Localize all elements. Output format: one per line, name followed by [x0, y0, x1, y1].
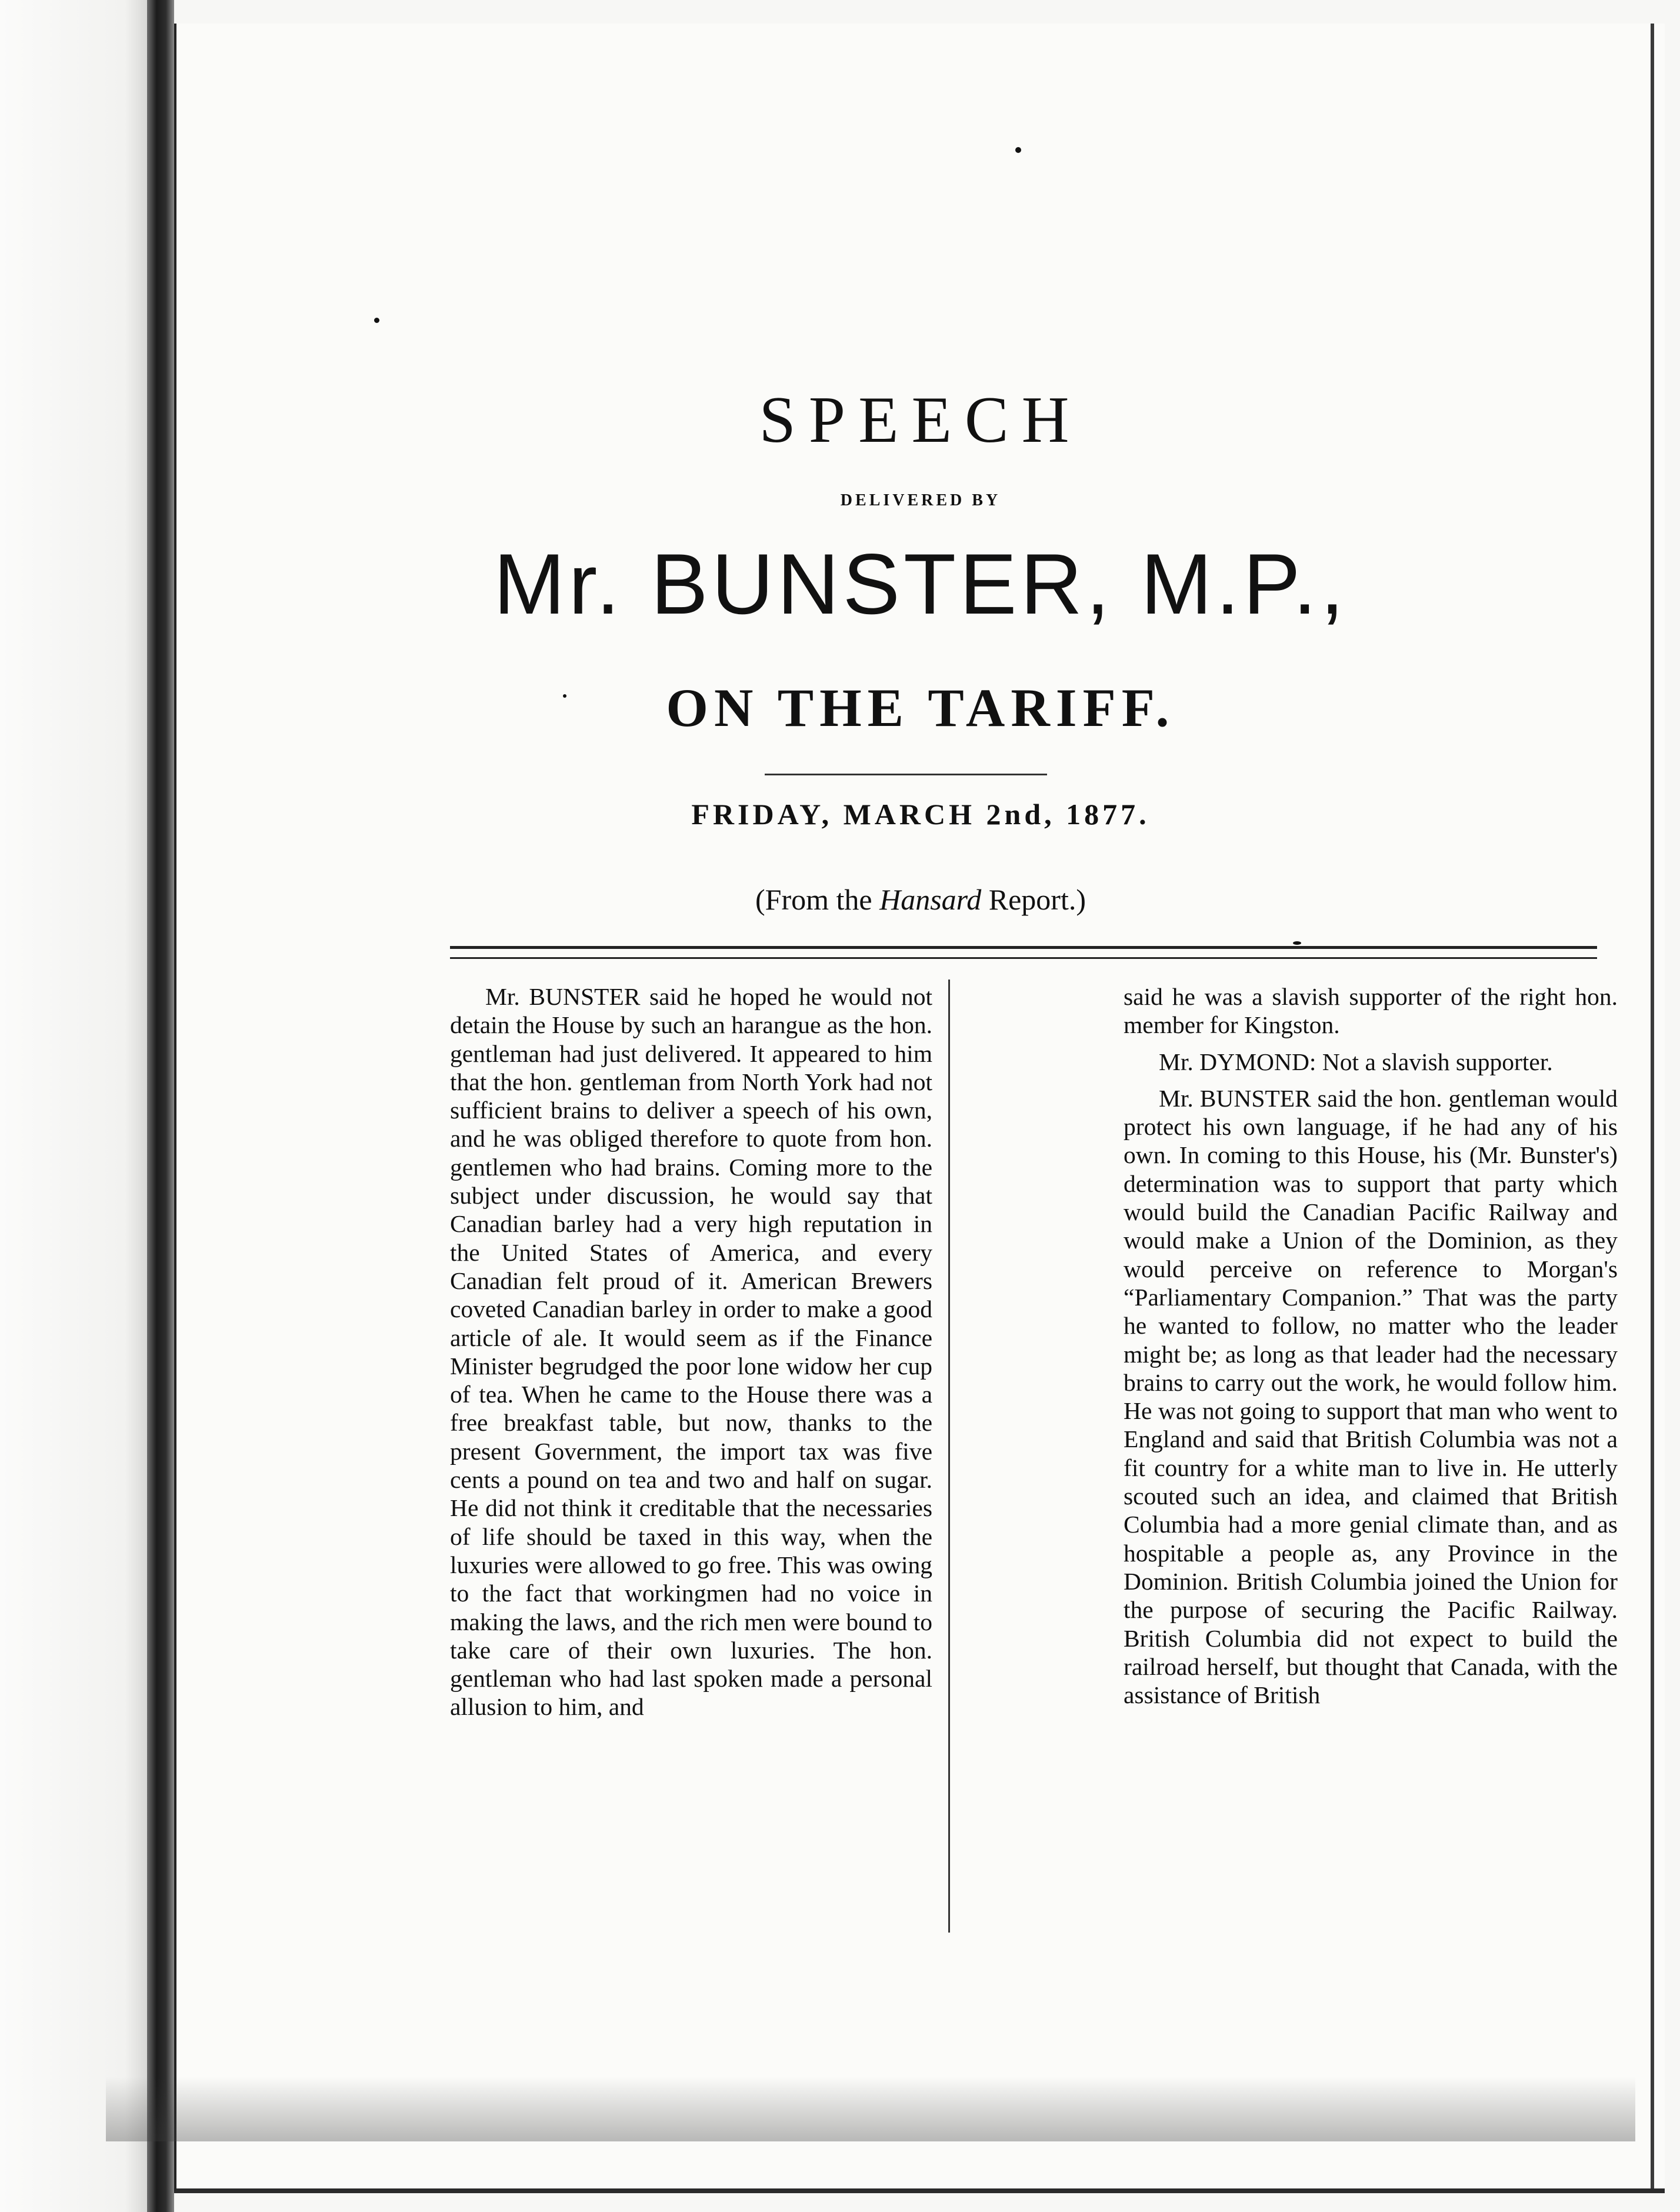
scan-speck: [1015, 147, 1021, 153]
column-divider: [948, 980, 950, 1933]
speaker-name: Mr. BUNSTER, M.P.,: [494, 536, 1348, 632]
double-divider-rule: [450, 946, 1597, 959]
source-prefix: (From the: [755, 883, 880, 916]
scan-speck: [1293, 941, 1301, 945]
left-page-edge: [0, 0, 147, 2212]
delivered-by-line: DELIVERED BY: [840, 491, 1001, 509]
source-italic: Hansard: [879, 883, 982, 916]
left-paragraph-1: Mr. BUNSTER said he hoped he would not detain the House by such an harangue as the hon. gentleman had just delivered. It appeared to him that the hon. gentleman from North York had not sufficient brains to deliver a speech of his own, and he was obliged therefore to quote from hon. gentlemen who had brains. Coming more to the subject under discussion, he would say that Canadian barley had a very high reputation in the United States of America, and every Canadian felt proud of it. American Brewers coveted Canadian barley in order to make a good article of ale. It would seem as if the Finance Minister begrudged the poor lone widow her cup of tea. When he came to the House there was a free breakfast table, but now, thanks to the present Government, the import tax was five cents a pound on tea and two and half on sugar. He did not think it creditable that the necessaries of life should be taxed in this way, when the luxuries were allowed to go free. This was owing to the fact that workingmen had no voice in making the laws, and the rich men were bound to take care of their own luxuries. The hon. gentleman who had last spoken made a personal allusion to him, and: [450, 983, 932, 1721]
source-note: [176, 882, 1665, 917]
short-divider-rule: [765, 774, 1047, 775]
left-text-column: [450, 982, 932, 1730]
source-suffix: Report.): [981, 883, 1086, 916]
document-page: [174, 24, 1665, 2193]
scan-speck: [563, 694, 566, 698]
scan-speck: [374, 318, 379, 323]
right-text-column: [1124, 982, 1618, 1717]
right-continuation: said he was a slavish supporter of the right hon. member for Kingston.: [1124, 983, 1618, 1039]
document-title: SPEECH: [759, 384, 1082, 457]
speech-date: FRIDAY, MARCH 2nd, 1877.: [691, 798, 1150, 831]
book-gutter: [147, 0, 174, 2212]
scan-bottom-shadow: [106, 2077, 1635, 2141]
speech-topic: ON THE TARIFF.: [666, 678, 1175, 738]
right-paragraph-3: Mr. BUNSTER said the hon. gentleman would protect his own language, if he had any of his own. In coming to this House, his (Mr. Bunster's) determination was to support that party which would build the Canadian Pacific Railway and would make a Union of the Dominion, as they would perceive on reference to Morgan's “Parliamentary Companion.” That was the party he wanted to follow, no matter who the leader might be; as long as that leader had the necessary brains to carry out the work, he would follow him. He was not going to support that man who went to England and said that British Columbia was not a fit country for a white man to live in. He utterly scouted such an idea, and claimed that British Columbia had a more genial climate than, and as hospitable a people as, any Province in the Dominion. British Columbia joined the Union for the purpose of securing the Pacific Railway. British Columbia did not expect to build the railroad herself, but thought that Canada, with the assistance of British: [1124, 1084, 1618, 1709]
right-paragraph-2: Mr. DYMOND: Not a slavish supporter.: [1159, 1048, 1553, 1075]
